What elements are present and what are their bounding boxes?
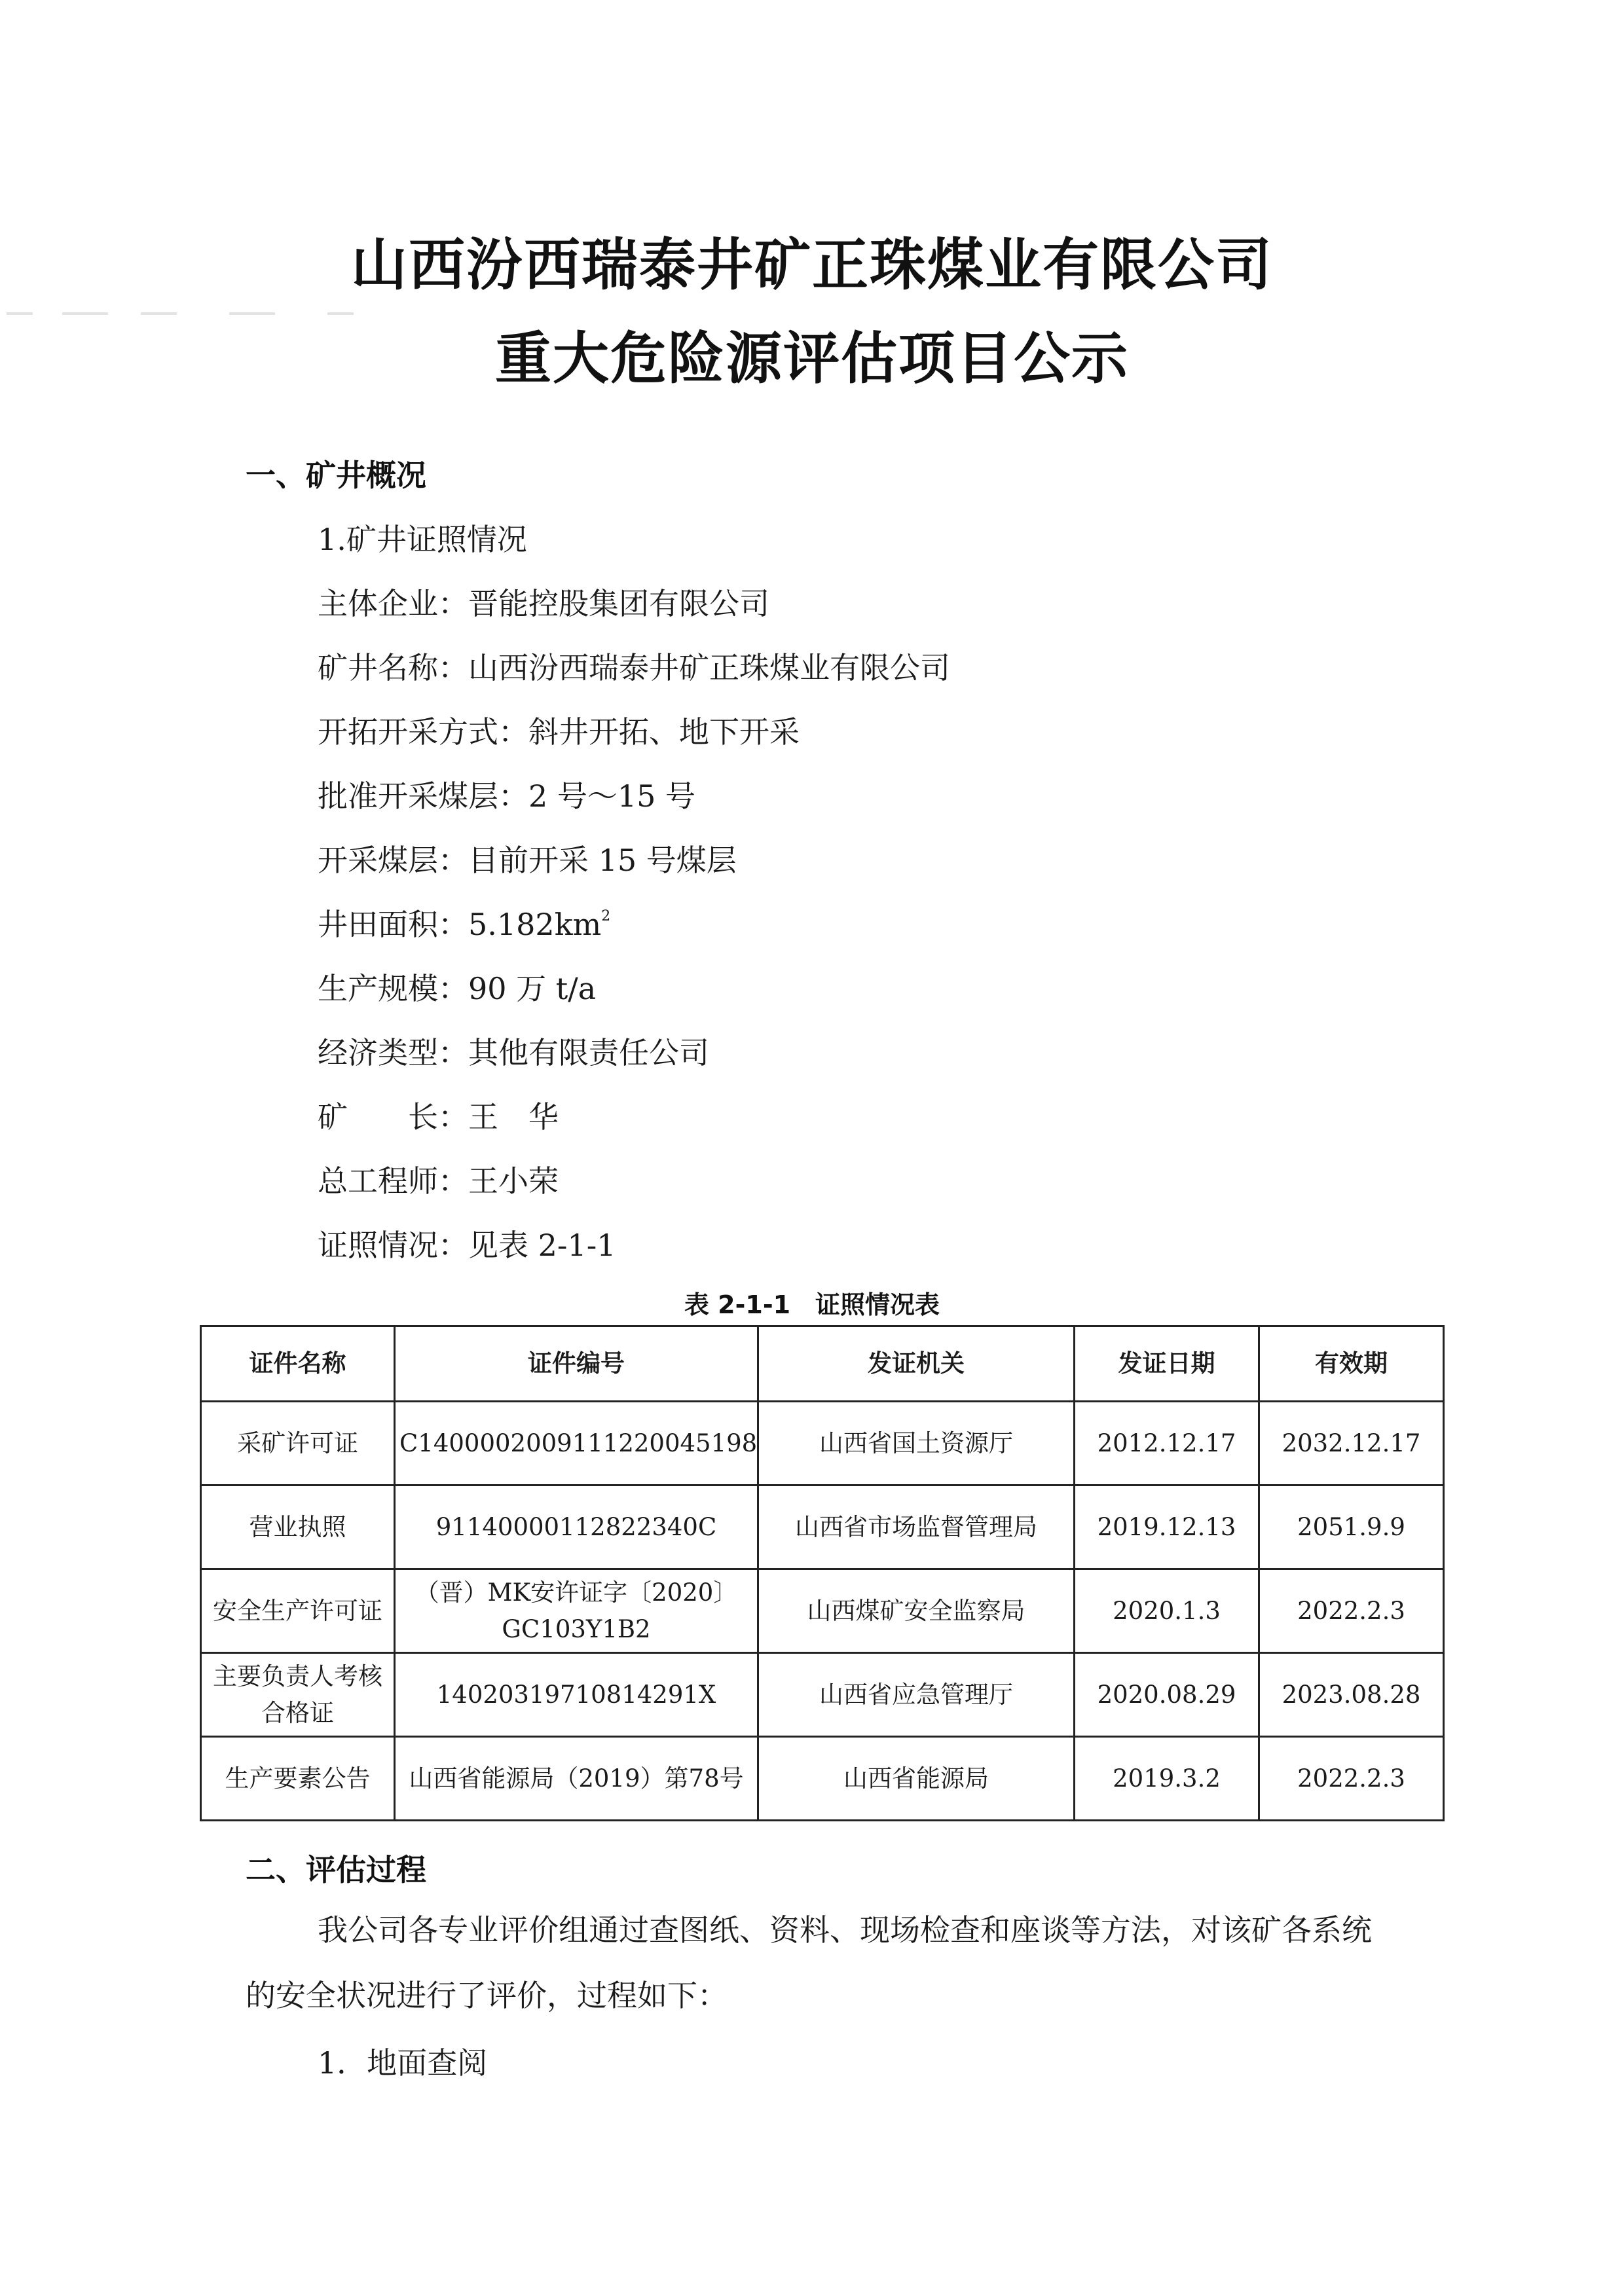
cell-authority: 山西省国土资源厅 xyxy=(758,1402,1075,1485)
cell-valid-until: 2022.2.3 xyxy=(1259,1737,1444,1821)
cell-cert-name: 生产要素公告 xyxy=(201,1737,395,1821)
field-label: 生产规模： xyxy=(318,971,468,1006)
cell-cert-name: 营业执照 xyxy=(201,1485,395,1569)
cell-cert-name: 主要负责人考核合格证 xyxy=(201,1653,395,1737)
table-caption: 表 2-1-1 证照情况表 xyxy=(684,1290,940,1319)
field-label: 经济类型： xyxy=(318,1035,468,1070)
subheading-certificates: 1.矿井证照情况 xyxy=(318,522,527,557)
field-label: 开拓开采方式： xyxy=(318,714,528,750)
field-approved-seams xyxy=(318,773,695,816)
table-row xyxy=(201,1402,1444,1485)
field-value: 其他有限责任公司 xyxy=(468,1035,709,1070)
certificate-table xyxy=(200,1325,1445,1821)
field-label: 开采煤层： xyxy=(318,843,468,878)
evaluation-paragraph: 我公司各专业评价组通过查图纸、资料、现场检查和座谈等方法，对该矿各系统的安全状况进行了评价，过程如下： xyxy=(246,1912,1372,2013)
cell-cert-name: 安全生产许可证 xyxy=(201,1569,395,1653)
cell-cert-name: 采矿许可证 xyxy=(201,1402,395,1485)
document-title-line-2: 重大危险源评估项目公示 xyxy=(495,326,1129,392)
table-row xyxy=(201,1653,1444,1737)
cell-cert-number: （晋）MK安许证字〔2020〕GC103Y1B2 xyxy=(395,1569,758,1653)
column-header: 有效期 xyxy=(1259,1326,1444,1402)
field-main-enterprise xyxy=(318,580,769,623)
field-field-area xyxy=(318,901,610,944)
field-value: 山西汾西瑞泰井矿正珠煤业有限公司 xyxy=(468,650,950,685)
field-current-seam xyxy=(318,837,737,880)
field-mine-director xyxy=(318,1093,559,1137)
field-value: 王 华 xyxy=(468,1099,559,1135)
field-label: 总工程师： xyxy=(318,1163,468,1199)
column-header: 发证日期 xyxy=(1075,1326,1259,1402)
table-row xyxy=(201,1485,1444,1569)
cell-issue-date: 2019.12.13 xyxy=(1075,1485,1259,1569)
field-label: 证照情况： xyxy=(318,1228,468,1263)
subheading-ground-review: 1．地面查阅 xyxy=(318,2045,488,2081)
field-value: 王小荣 xyxy=(468,1163,559,1199)
section-heading-mine-overview: 一、矿井概况 xyxy=(246,458,426,493)
field-label: 主体企业： xyxy=(318,586,468,621)
column-header: 发证机关 xyxy=(758,1326,1075,1402)
field-label: 矿井名称： xyxy=(318,650,468,685)
unit-superscript: 2 xyxy=(601,908,611,924)
cell-issue-date: 2020.1.3 xyxy=(1075,1569,1259,1653)
field-economic-type xyxy=(318,1029,709,1072)
cell-issue-date: 2012.12.17 xyxy=(1075,1402,1259,1485)
field-label: 批准开采煤层： xyxy=(318,778,528,814)
field-label: 矿 长： xyxy=(318,1099,468,1135)
cell-issue-date: 2019.3.2 xyxy=(1075,1737,1259,1821)
cell-valid-until: 2022.2.3 xyxy=(1259,1569,1444,1653)
cell-cert-number: C1400002009111220045198 xyxy=(395,1402,758,1485)
field-certificate-status xyxy=(318,1222,616,1265)
field-value: 晋能控股集团有限公司 xyxy=(468,586,769,621)
field-value: 斜井开拓、地下开采 xyxy=(528,714,800,750)
cell-authority: 山西省应急管理厅 xyxy=(758,1653,1075,1737)
field-label: 井田面积： xyxy=(318,907,468,942)
field-mining-method xyxy=(318,708,800,752)
column-header: 证件编号 xyxy=(395,1326,758,1402)
table-row xyxy=(201,1569,1444,1653)
column-header: 证件名称 xyxy=(201,1326,395,1402)
cell-valid-until: 2051.9.9 xyxy=(1259,1485,1444,1569)
field-value: 见表 2-1-1 xyxy=(468,1228,616,1263)
document-title-line-1: 山西汾西瑞泰井矿正珠煤业有限公司 xyxy=(351,232,1273,298)
field-value: 2 号～15 号 xyxy=(528,778,696,814)
field-value: 90 万 t/a xyxy=(468,971,597,1006)
field-value: 5.182km xyxy=(468,907,602,942)
cell-cert-number: 14020319710814291X xyxy=(395,1653,758,1737)
field-chief-engineer xyxy=(318,1157,559,1201)
cell-issue-date: 2020.08.29 xyxy=(1075,1653,1259,1737)
table-row xyxy=(201,1737,1444,1821)
field-mine-name xyxy=(318,644,950,687)
field-value: 目前开采 15 号煤层 xyxy=(468,843,737,878)
cell-cert-number: 山西省能源局（2019）第78号 xyxy=(395,1737,758,1821)
cell-valid-until: 2023.08.28 xyxy=(1259,1653,1444,1737)
cell-cert-number: 91140000112822340C xyxy=(395,1485,758,1569)
cell-authority: 山西煤矿安全监察局 xyxy=(758,1569,1075,1653)
section-heading-evaluation-process: 二、评估过程 xyxy=(246,1852,426,1887)
field-production-scale xyxy=(318,965,596,1008)
cell-authority: 山西省市场监督管理局 xyxy=(758,1485,1075,1569)
cell-valid-until: 2032.12.17 xyxy=(1259,1402,1444,1485)
cell-authority: 山西省能源局 xyxy=(758,1737,1075,1821)
table-header-row xyxy=(201,1326,1444,1402)
